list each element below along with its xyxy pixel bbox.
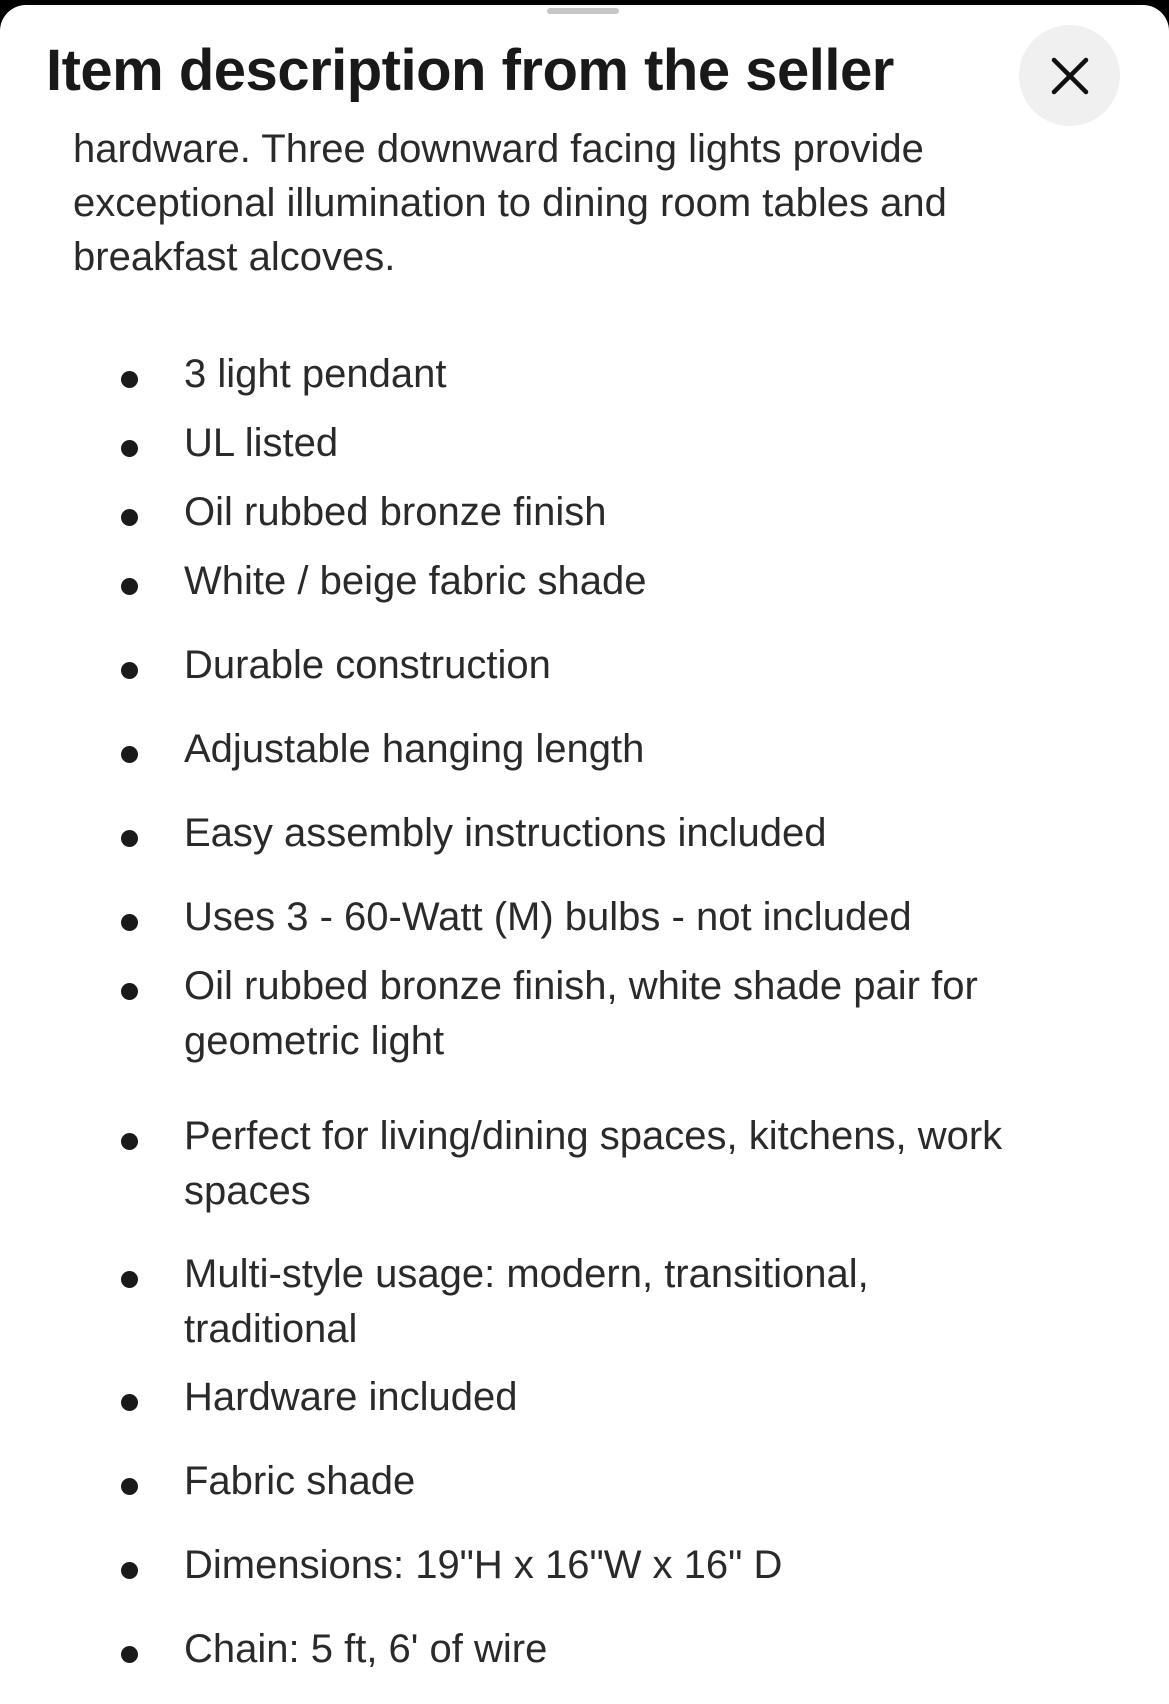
list-item-text: 3 light pendant bbox=[184, 352, 447, 396]
bullet bbox=[121, 1562, 138, 1579]
list-item-text: Perfect for living/dining spaces, kitchens, work spaces bbox=[184, 1114, 1003, 1213]
list-item-text: Oil rubbed bronze finish bbox=[184, 490, 607, 534]
bullet bbox=[121, 509, 138, 526]
bullet bbox=[121, 1478, 138, 1495]
bullet bbox=[121, 830, 138, 847]
list-item-text: Fabric shade bbox=[184, 1459, 416, 1503]
list-item-text: Uses 3 - 60-Watt (M) bulbs - not included bbox=[184, 895, 912, 939]
list-item-text: Durable construction bbox=[184, 643, 551, 687]
description-text: hardware. Three downward facing lights provide exceptional illumination to dining room tables and breakfast alcoves. bbox=[73, 127, 947, 279]
bullet bbox=[121, 746, 138, 763]
bullet bbox=[121, 1646, 138, 1663]
list-item-text: Hardware included bbox=[184, 1375, 518, 1419]
close-icon bbox=[1050, 56, 1090, 96]
sheet-grabber[interactable] bbox=[547, 8, 619, 14]
bullet bbox=[121, 662, 138, 679]
bullet bbox=[121, 371, 138, 388]
description-sheet bbox=[0, 5, 1169, 1704]
list-item-text: Easy assembly instructions included bbox=[184, 811, 827, 855]
bullet bbox=[121, 914, 138, 931]
list-item-text: Chain: 5 ft, 6' of wire bbox=[184, 1627, 548, 1671]
bullet bbox=[121, 983, 138, 1000]
bullet bbox=[121, 440, 138, 457]
bullet bbox=[121, 1394, 138, 1411]
list-item-text: White / beige fabric shade bbox=[184, 559, 647, 603]
list-item-text: UL listed bbox=[184, 421, 339, 465]
list-item-text: Adjustable hanging length bbox=[184, 727, 645, 771]
list-item-text: Dimensions: 19"H x 16"W x 16" D bbox=[184, 1543, 783, 1587]
list-item-text: Multi-style usage: modern, transitional, traditional bbox=[184, 1252, 869, 1351]
page-title: Item description from the seller bbox=[46, 38, 894, 103]
bullet bbox=[121, 1133, 138, 1150]
close-button[interactable] bbox=[1019, 25, 1120, 126]
bullet bbox=[121, 578, 138, 595]
bullet bbox=[121, 1271, 138, 1288]
list-item-text: Oil rubbed bronze finish, white shade pair for geometric light bbox=[184, 964, 978, 1063]
